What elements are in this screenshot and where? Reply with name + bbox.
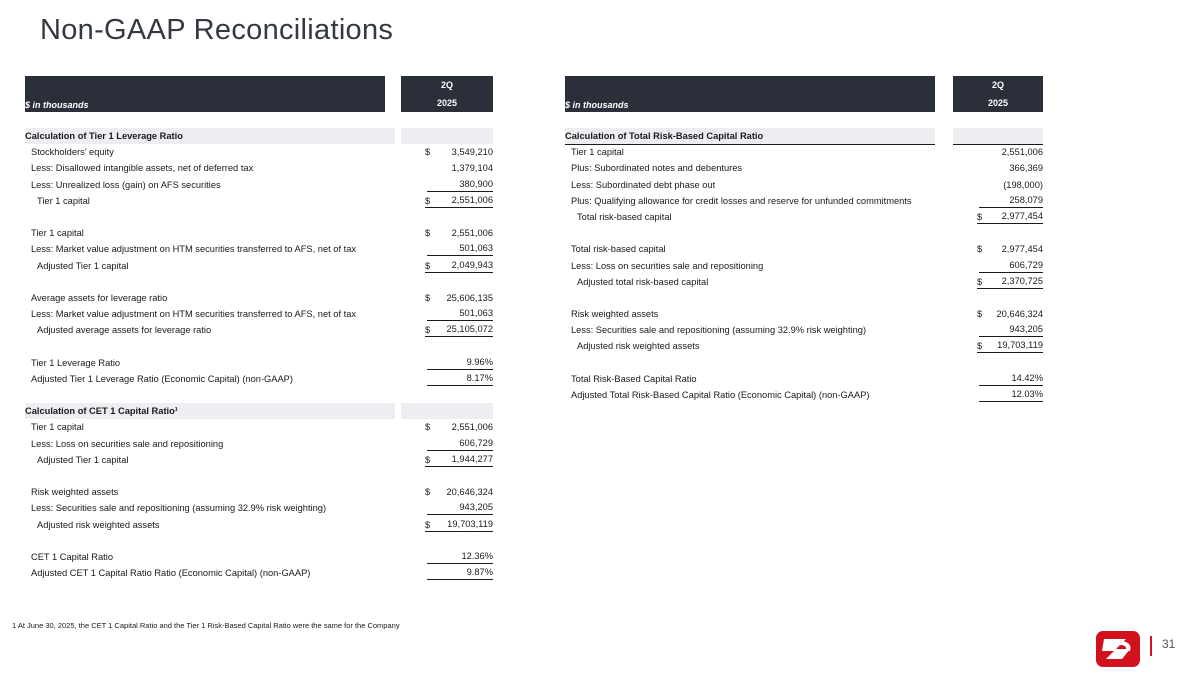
page-title: Non-GAAP Reconciliations bbox=[40, 14, 394, 46]
table-row bbox=[565, 160, 1043, 176]
row-value: 2,551,006 bbox=[425, 194, 493, 208]
table-row bbox=[25, 322, 493, 338]
header-period-cell bbox=[953, 76, 1043, 112]
period-year: 2025 bbox=[987, 98, 1009, 108]
row-label: Less: Securities sale and repositioning (assuming 32.9% risk weighting) bbox=[31, 503, 327, 514]
header-label-cell bbox=[565, 76, 935, 112]
table-row bbox=[565, 322, 1043, 338]
row-value: 20,646,324 bbox=[446, 487, 493, 498]
currency-symbol: $ bbox=[977, 309, 983, 320]
table-row bbox=[565, 274, 1043, 290]
table-row bbox=[25, 565, 493, 581]
period-year: 2025 bbox=[436, 98, 458, 108]
table-row bbox=[25, 193, 493, 209]
section-heading-text: Calculation of CET 1 Capital Ratio¹ bbox=[25, 406, 178, 417]
row-value: 3,549,210 bbox=[451, 147, 493, 158]
row-spacer bbox=[25, 387, 493, 403]
currency-symbol: $ bbox=[425, 260, 431, 271]
row-spacer bbox=[25, 338, 493, 354]
currency-symbol: $ bbox=[977, 211, 983, 222]
row-value: 20,646,324 bbox=[996, 309, 1043, 320]
row-value: 2,551,006 bbox=[1001, 147, 1043, 158]
row-value: 14.42% bbox=[979, 372, 1043, 386]
table-row bbox=[565, 338, 1043, 354]
section-heading-bg bbox=[953, 128, 1043, 145]
table-row bbox=[25, 484, 493, 500]
currency-symbol: $ bbox=[425, 454, 431, 465]
table-row bbox=[25, 241, 493, 257]
row-value: 25,105,072 bbox=[425, 323, 493, 337]
row-label: Adjusted risk weighted assets bbox=[37, 519, 160, 530]
row-value: 943,205 bbox=[427, 501, 493, 515]
row-spacer bbox=[25, 533, 493, 549]
zions-logo-icon bbox=[1096, 631, 1140, 667]
table-row bbox=[25, 517, 493, 533]
table-row bbox=[25, 306, 493, 322]
row-label: Total Risk-Based Capital Ratio bbox=[571, 373, 697, 384]
table-row bbox=[25, 419, 493, 435]
row-value: 2,049,943 bbox=[425, 259, 493, 273]
row-spacer bbox=[25, 468, 493, 484]
row-label: Stockholders’ equity bbox=[31, 147, 114, 158]
currency-symbol: $ bbox=[977, 276, 983, 287]
table-body bbox=[25, 128, 493, 581]
table-row bbox=[25, 225, 493, 241]
table-row bbox=[25, 371, 493, 387]
row-value: 366,369 bbox=[1009, 163, 1043, 174]
section-heading bbox=[25, 403, 493, 419]
row-value: 19,703,119 bbox=[977, 339, 1043, 353]
row-label: Risk weighted assets bbox=[31, 487, 119, 498]
row-value: 12.03% bbox=[979, 388, 1043, 402]
row-value: 1,379,104 bbox=[451, 163, 493, 174]
table-row bbox=[565, 258, 1043, 274]
table-header bbox=[25, 76, 493, 112]
row-value: 606,729 bbox=[427, 437, 493, 451]
row-value: 2,977,454 bbox=[1001, 244, 1043, 255]
row-label: Adjusted Tier 1 capital bbox=[37, 260, 129, 271]
section-heading bbox=[565, 128, 1043, 144]
units-label: $ in thousands bbox=[25, 100, 89, 110]
currency-symbol: $ bbox=[425, 487, 431, 498]
currency-symbol: $ bbox=[425, 292, 431, 303]
row-label: Adjusted CET 1 Capital Ratio Ratio (Economic Capital) (non-GAAP) bbox=[31, 568, 311, 579]
table-row bbox=[565, 387, 1043, 403]
row-label: Less: Market value adjustment on HTM securities transferred to AFS, net of tax bbox=[31, 309, 357, 320]
table-row bbox=[25, 160, 493, 176]
header-period-cell bbox=[401, 76, 493, 112]
row-value: 943,205 bbox=[979, 323, 1043, 337]
page-number: 31 bbox=[1162, 637, 1176, 651]
left-table bbox=[25, 76, 493, 581]
period-quarter: 2Q bbox=[991, 80, 1004, 90]
currency-symbol: $ bbox=[425, 147, 431, 158]
section-heading bbox=[25, 128, 493, 144]
table-row bbox=[25, 452, 493, 468]
table-row bbox=[25, 500, 493, 516]
row-label: Less: Loss on securities sale and repositioning bbox=[571, 260, 764, 271]
table-row bbox=[25, 549, 493, 565]
row-label: Risk weighted assets bbox=[571, 309, 659, 320]
row-label: Plus: Qualifying allowance for credit losses and reserve for unfunded commitments bbox=[571, 195, 912, 206]
row-spacer bbox=[25, 274, 493, 290]
currency-symbol: $ bbox=[425, 228, 431, 239]
right-table bbox=[565, 76, 1043, 403]
row-spacer bbox=[565, 225, 1043, 241]
row-label: Total risk-based capital bbox=[571, 244, 666, 255]
table-row bbox=[25, 436, 493, 452]
table-row bbox=[565, 144, 1043, 160]
row-value: 606,729 bbox=[979, 259, 1043, 273]
row-value: 9.87% bbox=[427, 566, 493, 580]
table-row bbox=[565, 193, 1043, 209]
row-label: Tier 1 capital bbox=[37, 195, 90, 206]
table-row bbox=[565, 209, 1043, 225]
section-heading-text: Calculation of Total Risk-Based Capital Ratio bbox=[565, 131, 764, 141]
row-value: 1,944,277 bbox=[425, 453, 493, 467]
row-value: 2,370,725 bbox=[977, 275, 1043, 289]
currency-symbol: $ bbox=[425, 195, 431, 206]
section-heading-bg bbox=[401, 128, 493, 144]
row-value: 9.96% bbox=[427, 356, 493, 370]
table-row bbox=[565, 371, 1043, 387]
currency-symbol: $ bbox=[425, 422, 431, 433]
row-value: 2,551,006 bbox=[451, 422, 493, 433]
row-label: Adjusted Total Risk-Based Capital Ratio (Economic Capital) (non-GAAP) bbox=[571, 390, 870, 400]
table-header bbox=[565, 76, 1043, 112]
row-label: Total risk-based capital bbox=[577, 211, 672, 222]
row-label: Tier 1 Leverage Ratio bbox=[31, 357, 121, 368]
table-row bbox=[25, 144, 493, 160]
row-value: (198,000) bbox=[1003, 179, 1043, 190]
row-spacer bbox=[565, 355, 1043, 371]
row-label: CET 1 Capital Ratio bbox=[31, 551, 113, 562]
row-label: Less: Loss on securities sale and repositioning bbox=[31, 438, 224, 449]
row-label: Adjusted total risk-based capital bbox=[577, 276, 709, 287]
row-label: Tier 1 capital bbox=[31, 422, 84, 433]
row-label: Adjusted risk weighted assets bbox=[577, 341, 700, 352]
footnote: 1 At June 30, 2025, the CET 1 Capital Ratio and the Tier 1 Risk-Based Capital Ratio were the same for the Company bbox=[12, 621, 400, 630]
currency-symbol: $ bbox=[425, 325, 431, 336]
currency-symbol: $ bbox=[977, 244, 983, 255]
row-label: Less: Unrealized loss (gain) on AFS securities bbox=[31, 179, 221, 190]
row-label: Tier 1 capital bbox=[571, 147, 624, 158]
table-row bbox=[565, 177, 1043, 193]
table-row bbox=[565, 306, 1043, 322]
table-row bbox=[25, 258, 493, 274]
units-label: $ in thousands bbox=[565, 100, 629, 110]
row-spacer bbox=[25, 209, 493, 225]
row-label: Adjusted average assets for leverage ratio bbox=[37, 325, 212, 336]
accent-divider bbox=[1150, 636, 1152, 656]
header-label-cell bbox=[25, 76, 385, 112]
currency-symbol: $ bbox=[977, 341, 983, 352]
table-row bbox=[565, 241, 1043, 257]
row-label: Average assets for leverage ratio bbox=[31, 292, 168, 303]
row-value: 501,063 bbox=[427, 242, 493, 256]
row-label: Less: Market value adjustment on HTM securities transferred to AFS, net of tax bbox=[31, 244, 357, 255]
table-row bbox=[25, 355, 493, 371]
row-value: 258,079 bbox=[979, 194, 1043, 208]
section-heading-bg bbox=[401, 403, 493, 419]
row-value: 2,977,454 bbox=[977, 210, 1043, 224]
row-label: Plus: Subordinated notes and debentures bbox=[571, 163, 743, 174]
row-spacer bbox=[565, 290, 1043, 306]
row-label: Less: Disallowed intangible assets, net of deferred tax bbox=[31, 163, 254, 174]
table-row bbox=[25, 290, 493, 306]
row-value: 25,606,135 bbox=[446, 292, 493, 303]
period-quarter: 2Q bbox=[440, 80, 453, 90]
row-value: 19,703,119 bbox=[425, 518, 493, 532]
row-label: Less: Subordinated debt phase out bbox=[571, 179, 716, 190]
row-value: 8.17% bbox=[427, 372, 493, 386]
row-value: 501,063 bbox=[427, 307, 493, 321]
row-value: 12.36% bbox=[427, 550, 493, 564]
row-value: 380,900 bbox=[427, 178, 493, 192]
row-value: 2,551,006 bbox=[451, 228, 493, 239]
row-label: Adjusted Tier 1 capital bbox=[37, 454, 129, 465]
row-label: Tier 1 capital bbox=[31, 228, 84, 239]
table-body bbox=[565, 128, 1043, 403]
currency-symbol: $ bbox=[425, 519, 431, 530]
table-row bbox=[25, 177, 493, 193]
row-label: Less: Securities sale and repositioning (assuming 32.9% risk weighting) bbox=[571, 325, 867, 336]
section-heading-text: Calculation of Tier 1 Leverage Ratio bbox=[25, 131, 183, 141]
row-label: Adjusted Tier 1 Leverage Ratio (Economic Capital) (non-GAAP) bbox=[31, 373, 293, 384]
